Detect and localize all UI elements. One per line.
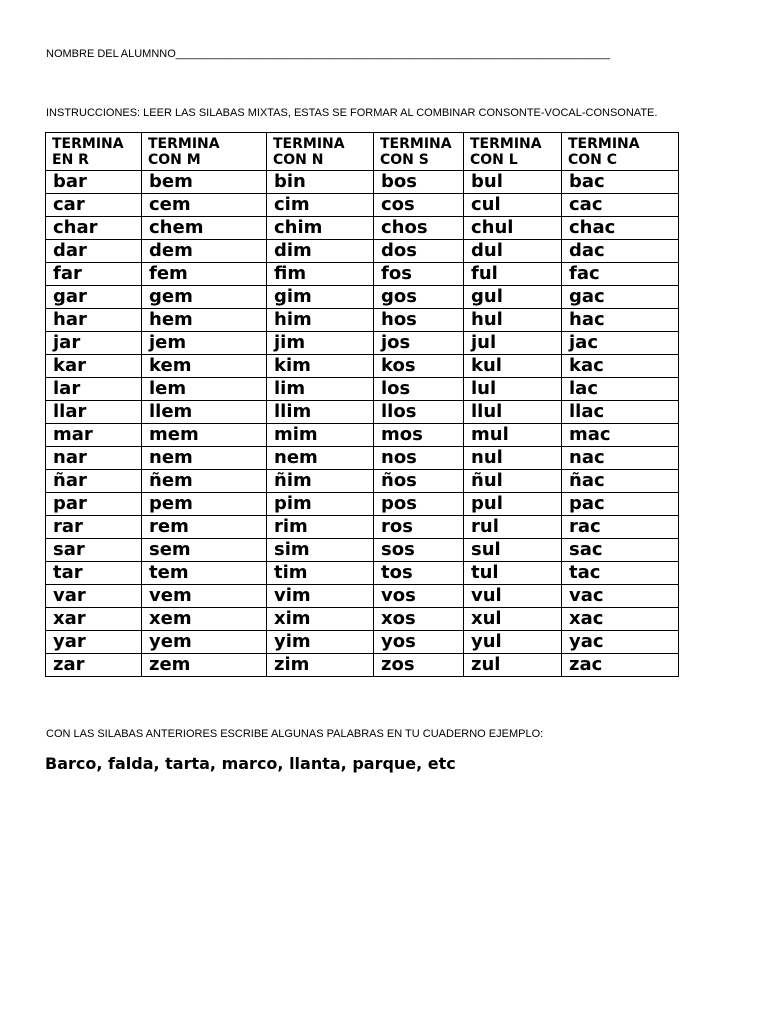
syllable-cell: jem (142, 332, 267, 355)
syllable-cell: kim (267, 355, 374, 378)
column-header-line1: TERMINA (148, 135, 220, 152)
column-header-line1: TERMINA (568, 135, 640, 152)
syllable-cell: tos (374, 562, 464, 585)
syllable-cell: pul (464, 493, 562, 516)
syllable-cell: sul (464, 539, 562, 562)
table-row (46, 286, 679, 309)
syllable-cell: nem (267, 447, 374, 470)
syllable-cell: ñul (464, 470, 562, 493)
column-header (46, 133, 142, 171)
column-header (464, 133, 562, 171)
syllable-cell: dac (562, 240, 679, 263)
syllable-cell: fac (562, 263, 679, 286)
syllable-cell: xac (562, 608, 679, 631)
syllable-cell: xar (46, 608, 142, 631)
syllable-cell: ros (374, 516, 464, 539)
syllable-cell: sar (46, 539, 142, 562)
syllable-cell: pos (374, 493, 464, 516)
syllable-cell: vac (562, 585, 679, 608)
syllable-cell: vul (464, 585, 562, 608)
syllable-cell: hem (142, 309, 267, 332)
syllable-cell: lem (142, 378, 267, 401)
syllable-cell: hul (464, 309, 562, 332)
column-header (374, 133, 464, 171)
column-header-line1: TERMINA (470, 135, 542, 152)
table-row (46, 516, 679, 539)
syllable-cell: xos (374, 608, 464, 631)
column-header-line2: CON S (380, 151, 429, 168)
syllable-cell: chem (142, 217, 267, 240)
syllable-cell: gos (374, 286, 464, 309)
syllable-cell: char (46, 217, 142, 240)
syllable-cell: lar (46, 378, 142, 401)
syllable-cell: mem (142, 424, 267, 447)
syllable-cell: tul (464, 562, 562, 585)
syllable-cell: mim (267, 424, 374, 447)
syllable-cell: hos (374, 309, 464, 332)
syllable-cell: zul (464, 654, 562, 677)
syllable-cell: nos (374, 447, 464, 470)
syllable-cell: gul (464, 286, 562, 309)
syllable-cell: zem (142, 654, 267, 677)
syllable-cell: jar (46, 332, 142, 355)
syllable-cell: rim (267, 516, 374, 539)
syllable-cell: llul (464, 401, 562, 424)
table-row (46, 608, 679, 631)
syllable-cell: ñim (267, 470, 374, 493)
syllable-cell: gim (267, 286, 374, 309)
syllable-cell: nul (464, 447, 562, 470)
syllable-cell: nar (46, 447, 142, 470)
syllable-cell: zos (374, 654, 464, 677)
syllable-cell: nac (562, 447, 679, 470)
column-header-line2: CON C (568, 151, 618, 168)
syllable-cell: mar (46, 424, 142, 447)
syllable-cell: xul (464, 608, 562, 631)
syllable-cell: cul (464, 194, 562, 217)
header-row (46, 133, 679, 171)
syllable-cell: llac (562, 401, 679, 424)
column-header-line1: TERMINA (273, 135, 345, 152)
syllable-cell: los (374, 378, 464, 401)
syllable-cell: fos (374, 263, 464, 286)
syllable-cell: vem (142, 585, 267, 608)
syllable-cell: bin (267, 171, 374, 194)
instructions-text: INSTRUCCIONES: LEER LAS SILABAS MIXTAS, ESTAS SE FORMAR AL COMBINAR CONSONTE-VOCAL-CONSONATE. (46, 107, 658, 119)
syllable-cell: llem (142, 401, 267, 424)
syllable-cell: chim (267, 217, 374, 240)
syllable-cell: tac (562, 562, 679, 585)
syllable-cell: vim (267, 585, 374, 608)
column-header-line1: TERMINA (380, 135, 452, 152)
syllable-cell: sos (374, 539, 464, 562)
syllable-cell: hac (562, 309, 679, 332)
table-row (46, 355, 679, 378)
syllable-cell: lul (464, 378, 562, 401)
syllables-table (45, 132, 679, 677)
syllable-cell: chul (464, 217, 562, 240)
syllable-cell: him (267, 309, 374, 332)
syllable-cell: zim (267, 654, 374, 677)
syllable-cell: pem (142, 493, 267, 516)
syllable-cell: kac (562, 355, 679, 378)
syllable-cell: yac (562, 631, 679, 654)
syllable-cell: jos (374, 332, 464, 355)
syllable-cell: llar (46, 401, 142, 424)
syllable-cell: llos (374, 401, 464, 424)
column-header-line2: EN R (52, 151, 89, 168)
syllable-cell: rar (46, 516, 142, 539)
syllable-cell: tim (267, 562, 374, 585)
table-row (46, 263, 679, 286)
syllable-cell: ful (464, 263, 562, 286)
table-row (46, 332, 679, 355)
syllable-cell: bul (464, 171, 562, 194)
syllable-cell: ñem (142, 470, 267, 493)
syllable-cell: zac (562, 654, 679, 677)
syllable-cell: jim (267, 332, 374, 355)
syllable-cell: par (46, 493, 142, 516)
syllable-cell: kos (374, 355, 464, 378)
table-row (46, 447, 679, 470)
syllable-cell: sem (142, 539, 267, 562)
table-row (46, 401, 679, 424)
example-words: Barco, falda, tarta, marco, llanta, parque, etc (45, 754, 456, 773)
syllable-cell: kem (142, 355, 267, 378)
table-body (46, 171, 679, 677)
syllable-cell: dos (374, 240, 464, 263)
syllable-cell: nem (142, 447, 267, 470)
syllable-cell: ños (374, 470, 464, 493)
syllable-cell: car (46, 194, 142, 217)
syllable-cell: cem (142, 194, 267, 217)
column-header-line2: CON L (470, 151, 518, 168)
column-header-line1: TERMINA (52, 135, 124, 152)
column-header-line2: CON N (273, 151, 324, 168)
table-row (46, 309, 679, 332)
syllable-cell: pim (267, 493, 374, 516)
syllable-cell: bac (562, 171, 679, 194)
syllable-cell: kul (464, 355, 562, 378)
syllable-cell: far (46, 263, 142, 286)
syllable-cell: lac (562, 378, 679, 401)
table-row (46, 194, 679, 217)
syllable-cell: ñac (562, 470, 679, 493)
syllable-cell: mac (562, 424, 679, 447)
syllable-cell: bar (46, 171, 142, 194)
syllable-cell: bos (374, 171, 464, 194)
syllable-cell: dul (464, 240, 562, 263)
table-row (46, 493, 679, 516)
table-row (46, 378, 679, 401)
table-header (46, 133, 679, 171)
column-header (142, 133, 267, 171)
syllable-cell: sim (267, 539, 374, 562)
syllable-cell: rul (464, 516, 562, 539)
table-row (46, 424, 679, 447)
syllable-cell: chac (562, 217, 679, 240)
syllable-cell: yem (142, 631, 267, 654)
syllable-cell: lim (267, 378, 374, 401)
syllable-cell: xim (267, 608, 374, 631)
table-row (46, 470, 679, 493)
syllable-cell: yar (46, 631, 142, 654)
syllable-cell: pac (562, 493, 679, 516)
syllable-cell: dar (46, 240, 142, 263)
syllable-cell: sac (562, 539, 679, 562)
syllable-cell: ñar (46, 470, 142, 493)
syllable-cell: chos (374, 217, 464, 240)
syllable-cell: var (46, 585, 142, 608)
syllable-cell: gem (142, 286, 267, 309)
syllable-cell: xem (142, 608, 267, 631)
syllable-cell: zar (46, 654, 142, 677)
syllable-cell: gar (46, 286, 142, 309)
followup-instructions: CON LAS SILABAS ANTERIORES ESCRIBE ALGUNAS PALABRAS EN TU CUADERNO EJEMPLO: (46, 728, 544, 740)
syllable-cell: cac (562, 194, 679, 217)
syllable-cell: yos (374, 631, 464, 654)
table-row (46, 631, 679, 654)
table-row (46, 585, 679, 608)
column-header (267, 133, 374, 171)
syllable-cell: cim (267, 194, 374, 217)
table-row (46, 240, 679, 263)
syllable-cell: tar (46, 562, 142, 585)
syllable-cell: cos (374, 194, 464, 217)
table-row (46, 654, 679, 677)
syllable-cell: kar (46, 355, 142, 378)
student-name-line: NOMBRE DEL ALUMNNO_______________________________________________________________________ (46, 48, 611, 60)
syllable-cell: llim (267, 401, 374, 424)
syllable-cell: dem (142, 240, 267, 263)
table-row (46, 217, 679, 240)
syllable-cell: vos (374, 585, 464, 608)
syllable-cell: gac (562, 286, 679, 309)
syllable-cell: rem (142, 516, 267, 539)
syllable-cell: jac (562, 332, 679, 355)
syllable-cell: dim (267, 240, 374, 263)
syllable-cell: jul (464, 332, 562, 355)
syllable-cell: yim (267, 631, 374, 654)
syllable-cell: fim (267, 263, 374, 286)
column-header-line2: CON M (148, 151, 201, 168)
syllable-cell: mos (374, 424, 464, 447)
syllable-cell: yul (464, 631, 562, 654)
syllable-cell: rac (562, 516, 679, 539)
syllable-cell: bem (142, 171, 267, 194)
table-row (46, 562, 679, 585)
table-row (46, 171, 679, 194)
syllable-cell: har (46, 309, 142, 332)
table-row (46, 539, 679, 562)
column-header (562, 133, 679, 171)
syllable-cell: fem (142, 263, 267, 286)
syllable-cell: tem (142, 562, 267, 585)
syllable-cell: mul (464, 424, 562, 447)
